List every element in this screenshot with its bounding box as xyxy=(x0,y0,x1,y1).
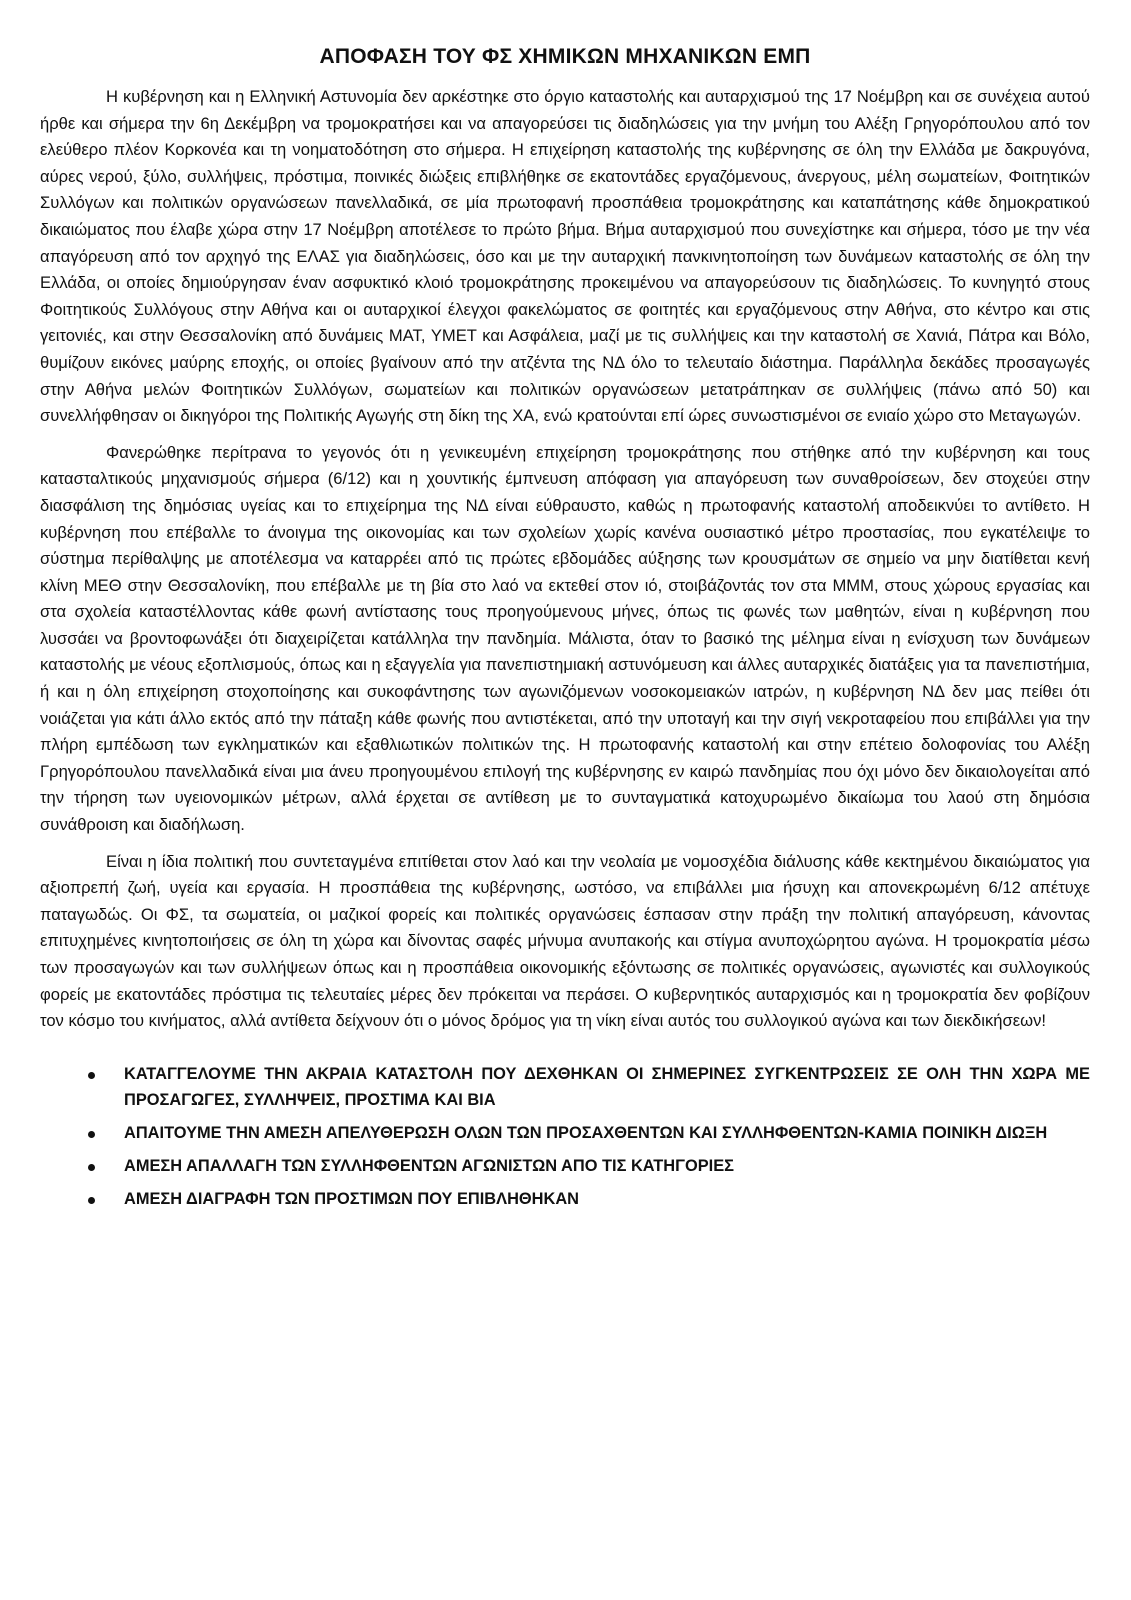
demand-item xyxy=(40,1186,1090,1212)
demand-item xyxy=(40,1061,1090,1113)
demands-list xyxy=(40,1061,1090,1212)
demand-text: ΚΑΤΑΓΓΕΛΟΥΜΕ ΤΗΝ ΑΚΡΑΙΑ ΚΑΤΑΣΤΟΛΗ ΠΟΥ ΔΕΧΘΗΚΑΝ ΟΙ ΣΗΜΕΡΙΝΕΣ ΣΥΓΚΕΝΤΡΩΣΕΙΣ ΣΕ ΟΛΗ ΤΗΝ ΧΩΡΑ ΜΕ ΠΡΟΣΑΓΩΓΕΣ, ΣΥΛΛΗΨΕΙΣ, ΠΡΟΣΤΙΜΑ ΚΑΙ ΒΙΑ xyxy=(124,1064,1090,1109)
demand-item xyxy=(40,1120,1090,1146)
demand-text: ΑΜΕΣΗ ΑΠΑΛΛΑΓΗ ΤΩΝ ΣΥΛΛΗΦΘΕΝΤΩΝ ΑΓΩΝΙΣΤΩΝ ΑΠΟ ΤΙΣ ΚΑΤΗΓΟΡΙΕΣ xyxy=(124,1156,734,1175)
demand-text: ΑΜΕΣΗ ΔΙΑΓΡΑΦΗ ΤΩΝ ΠΡΟΣΤΙΜΩΝ ΠΟΥ ΕΠΙΒΛΗΘΗΚΑΝ xyxy=(124,1189,580,1208)
document-page xyxy=(40,44,1090,1219)
bullet-icon xyxy=(88,1197,95,1204)
document-title: ΑΠΟΦΑΣΗ ΤΟΥ ΦΣ ΧΗΜΙΚΩΝ ΜΗΧΑΝΙΚΩΝ ΕΜΠ xyxy=(319,45,811,68)
demand-item xyxy=(40,1153,1090,1179)
bullet-icon xyxy=(88,1131,95,1138)
paragraph-2: Φανερώθηκε περίτρανα το γεγονός ότι η γενικευμένη επιχείρηση τρομοκράτησης που στήθηκε από την κυβέρνηση και τους κατασταλτικούς μηχανισμούς σήμερα (6/12) και η χουντικής έμπνευση απόφαση για απαγόρευση των συναθροίσεων, δεν στοχεύει στην διασφάλιση της δημόσιας υγείας και το επιχείρημα της ΝΔ είναι εύθραυστο, καθώς η πρωτοφανής καταστολή αποδεικνύει το αντίθετο. Η κυβέρνηση που επέβαλλε το άνοιγμα της οικονομίας και των σχολείων χωρίς κανένα ουσιαστικό μέτρο προστασίας, που εγκατέλειψε το σύστημα περίθαλψης με αποτέλεσμα να καταρρέει από τις πρώτες εβδομάδες αύξησης των κρουσμάτων σε σημείο να μην διατίθεται κενή κλίνη ΜΕΘ στην Θεσσαλονίκη, που επέβαλλε με τη βία στο λαό να εκτεθεί στον ιό, στοιβάζοντάς τον στα ΜΜΜ, στους χώρους εργασίας και στα σχολεία καταστέλλοντας κάθε φωνή αντίστασης τους προηγούμενους μήνες, όπως τις φωνές των μαθητών, είναι η κυβέρνηση που λυσσάει να βροντοφωνάξει ότι διαχειρίζεται κατάλληλα την πανδημία. Μάλιστα, όταν το βασικό της μέλημα είναι η ενίσχυση των δυνάμεων καταστολής με νέους εξοπλισμούς, όπως και η εξαγγελία για πανεπιστημιακή αστυνόμευση και άλλες αυταρχικές διατάξεις για τα πανεπιστήμια, ή και η όλη επιχείρηση στοχοποίησης και συκοφάντησης των αγωνιζόμενων νοσοκομειακών ιατρών, η κυβέρνηση ΝΔ δεν μας πείθει ότι νοιάζεται για κάτι άλλο εκτός από την πάταξη κάθε φωνής που αντιστέκεται, από την υποταγή και την σιγή νεκροταφείου που επιβάλλει για την πλήρη εμπέδωση των εγκληματικών και εξαθλιωτικών πολιτικών της. Η πρωτοφανής καταστολή και στην επέτειο δολοφονίας του Αλέξη Γρηγορόπουλου πανελλαδικά είναι μια άνευ προηγουμένου επιλογή της κυβέρνησης εν καιρώ πανδημίας που όχι μόνο δεν δικαιολογείται από την τήρηση των υγειονομικών μέτρων, αλλά έρχεται σε αντίθεση με το συνταγματικά κατοχυρωμένο δικαίωμα του λαού στη δημόσια συνάθροιση και διαδήλωση. xyxy=(40,442,1090,835)
paragraph-1: Η κυβέρνηση και η Ελληνική Αστυνομία δεν αρκέστηκε στο όργιο καταστολής και αυταρχισμού της 17 Νοέμβρη και σε συνέχεια αυτού ήρθε και σήμερα την 6η Δεκέμβρη να τρομοκρατήσει και να απαγορεύσει τις διαδηλώσεις για την μνήμη του Αλέξη Γρηγορόπουλου από τον ελεύθερο πλέον Κορκονέα και τη νοηματοδότηση στο σήμερα. Η επιχείρηση καταστολής της κυβέρνησης σε όλη την Ελλάδα με δακρυγόνα, αύρες νερού, ξύλο, συλλήψεις, πρόστιμα, ποινικές διώξεις επιβλήθηκε σε εκατοντάδες εργαζόμενους, άνεργους, μέλη σωματείων, Φοιτητικών Συλλόγων και πολιτικών οργανώσεων πανελλαδικά, σε μία πρωτοφανή προσπάθεια τρομοκράτησης και καταπάτησης κάθε δημοκρατικού δικαιώματος που έλαβε χώρα στην 17 Νοέμβρη αποτέλεσε το πρώτο βήμα. Βήμα αυταρχισμού που συνεχίστηκε και σήμερα, τόσο με την νέα απαγόρευση από τον αρχηγό της ΕΛΑΣ για διαδηλώσεις, όσο και με την αυταρχική πανκινητοποίηση των δυνάμεων καταστολής σε όλη την Ελλάδα, οι οποίες δημιούργησαν έναν ασφυκτικό κλοιό τρομοκράτησης προκειμένου να απαγορεύσουν τις διαδηλώσεις. Το κυνηγητό στους Φοιτητικούς Συλλόγους στην Αθήνα και οι αυταρχικοί έλεγχοι φακελώματος σε φοιτητές και εργαζόμενους στην Αθήνα, στο κέντρο και στις γειτονιές, και στην Θεσσαλονίκη από δυνάμεις ΜΑΤ, ΥΜΕΤ και Ασφάλεια, μαζί με τις συλλήψεις και την καταστολή σε Χανιά, Πάτρα και Βόλο, θυμίζουν εικόνες μαύρης εποχής, οι οποίες βγαίνουν από την ατζέντα της ΝΔ όλο το τελευταίο διάστημα. Παράλληλα δεκάδες προσαγωγές στην Αθήνα μελών Φοιτητικών Συλλόγων, σωματείων και πολιτικών οργανώσεων μετατράπηκαν σε συλλήψεις (πάνω από 50) και συνελλήφθησαν οι δικηγόροι της Πολιτικής Αγωγής στη δίκη της ΧΑ, ενώ κρατούνται επί ώρες συνωστισμένοι σε ενιαίο χώρο στο Μεταγωγών. xyxy=(40,87,1090,426)
demand-text: ΑΠΑΙΤΟΥΜΕ ΤΗΝ ΑΜΕΣΗ ΑΠΕΛΥΘΕΡΩΣΗ ΟΛΩΝ ΤΩΝ ΠΡΟΣΑΧΘΕΝΤΩΝ ΚΑΙ ΣΥΛΛΗΦΘΕΝΤΩΝ-ΚΑΜΙΑ ΠΟΙΝΙΚΗ ΔΙΩΞΗ xyxy=(124,1123,1048,1142)
paragraph-3: Είναι η ίδια πολιτική που συντεταγμένα επιτίθεται στον λαό και την νεολαία με νομοσχέδια διάλυσης κάθε κεκτημένου δικαιώματος για αξιοπρεπή ζωή, υγεία και εργασία. Η προσπάθεια της κυβέρνησης, ωστόσο, να επιβάλλει μια ήσυχη και απονεκρωμένη 6/12 απέτυχε παταγωδώς. Οι ΦΣ, τα σωματεία, οι μαζικοί φορείς και πολιτικές οργανώσεις έσπασαν στην πράξη την πολιτική απαγόρευση, κάνοντας επιτυχημένες κινητοποιήσεις σε όλη τη χώρα και δίνοντας σαφές μήνυμα ανυπακοής και στίγμα ανυποχώρητου αγώνα. Η τρομοκρατία μέσω των προσαγωγών και των συλλήψεων όπως και η προσπάθεια οικονομικής εξόντωσης σε πολιτικές οργανώσεις, αγωνιστές και συλλογικούς φορείς με εκατοντάδες πρόστιμα τις τελευταίες μέρες δεν πρόκειται να περάσει. Ο κυβερνητικός αυταρχισμός και η τρομοκρατία δεν φοβίζουν τον κόσμο του κινήματος, αλλά αντίθετα δείχνουν ότι ο μόνος δρόμος για τη νίκη είναι αυτός του συλλογικού αγώνα και των διεκδικήσεων! xyxy=(40,851,1090,1031)
bullet-icon xyxy=(88,1164,95,1171)
bullet-icon xyxy=(88,1072,95,1079)
